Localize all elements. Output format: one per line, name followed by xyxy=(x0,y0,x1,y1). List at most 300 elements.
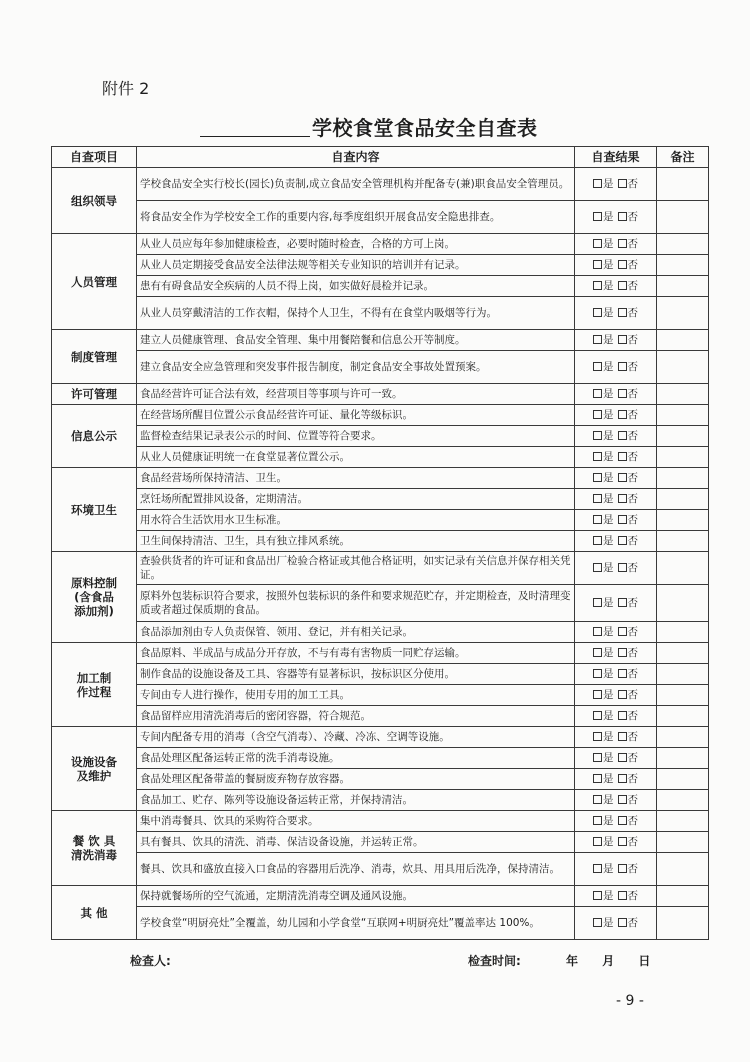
no-label: 否 xyxy=(627,280,638,292)
category-cell: 许可管理 xyxy=(52,384,137,405)
table-row xyxy=(52,706,709,727)
note-cell[interactable] xyxy=(657,405,709,426)
note-cell[interactable] xyxy=(657,468,709,489)
content-cell: 患有有碍食品安全疾病的人员不得上岗，如实做好晨检并记录。 xyxy=(137,276,575,297)
checkbox-icon[interactable] xyxy=(618,864,627,873)
result-cell xyxy=(575,552,657,585)
no-option[interactable] xyxy=(618,361,639,373)
no-label: 否 xyxy=(627,238,638,250)
table-row xyxy=(52,907,709,940)
note-cell[interactable] xyxy=(657,706,709,727)
no-option[interactable] xyxy=(618,451,639,463)
no-option[interactable] xyxy=(618,535,639,547)
note-cell[interactable] xyxy=(657,832,709,853)
no-option[interactable] xyxy=(618,238,639,250)
content-cell: 专间内配备专用的消毒（含空气消毒）、冷藏、冷冻、空调等设施。 xyxy=(137,727,575,748)
no-label: 否 xyxy=(627,409,638,421)
yes-label: 是 xyxy=(603,794,614,806)
content-cell: 食品原料、半成品与成品分开存放，不与有毒有害物质一同贮存运输。 xyxy=(137,643,575,664)
result-cell xyxy=(575,727,657,748)
yes-label: 是 xyxy=(603,493,614,505)
table-row xyxy=(52,531,709,552)
no-option[interactable] xyxy=(618,597,639,609)
month-label: 月 xyxy=(602,954,615,968)
no-label: 否 xyxy=(627,430,638,442)
category-cell: 餐 饮 具 清洗消毒 xyxy=(52,811,137,886)
yes-option[interactable] xyxy=(593,388,614,400)
table-row xyxy=(52,168,709,201)
yes-option[interactable] xyxy=(593,280,614,292)
yes-option[interactable] xyxy=(593,668,614,680)
checkbox-icon[interactable] xyxy=(618,389,627,398)
yes-label: 是 xyxy=(603,668,614,680)
result-cell xyxy=(575,510,657,531)
no-option[interactable] xyxy=(618,890,639,902)
no-option[interactable] xyxy=(618,388,639,400)
result-cell xyxy=(575,330,657,351)
yes-option[interactable] xyxy=(593,689,614,701)
content-cell: 保持就餐场所的空气流通，定期清洗消毒空调及通风设施。 xyxy=(137,886,575,907)
category-cell: 原料控制 (含食品 添加剂) xyxy=(52,552,137,643)
note-cell[interactable] xyxy=(657,552,709,585)
no-option[interactable] xyxy=(618,259,639,271)
no-option[interactable] xyxy=(618,689,639,701)
content-cell: 集中消毒餐具、饮具的采购符合要求。 xyxy=(137,811,575,832)
checkbox-icon[interactable] xyxy=(593,260,602,269)
table-row xyxy=(52,886,709,907)
no-label: 否 xyxy=(627,863,638,875)
table-row xyxy=(52,426,709,447)
note-cell[interactable] xyxy=(657,853,709,886)
no-label: 否 xyxy=(627,731,638,743)
result-cell xyxy=(575,706,657,727)
checkbox-icon[interactable] xyxy=(618,410,627,419)
content-cell: 监督检查结果记录表公示的时间、位置等符合要求。 xyxy=(137,426,575,447)
note-cell[interactable] xyxy=(657,255,709,276)
yes-label: 是 xyxy=(603,238,614,250)
checkbox-icon[interactable] xyxy=(618,281,627,290)
no-label: 否 xyxy=(627,334,638,346)
result-cell xyxy=(575,234,657,255)
content-cell: 具有餐具、饮具的清洗、消毒、保洁设备设施，并运转正常。 xyxy=(137,832,575,853)
yes-option[interactable] xyxy=(593,307,614,319)
yes-option[interactable] xyxy=(593,731,614,743)
checkbox-icon[interactable] xyxy=(593,837,602,846)
content-cell: 原料外包装标识符合要求，按照外包装标识的条件和要求规范贮存，并定期检查，及时清理变质或者超过保质期的食品。 xyxy=(137,585,575,622)
checkbox-icon[interactable] xyxy=(593,281,602,290)
checkbox-icon[interactable] xyxy=(618,239,627,248)
category-cell: 人员管理 xyxy=(52,234,137,330)
note-cell[interactable] xyxy=(657,886,709,907)
note-cell[interactable] xyxy=(657,489,709,510)
no-option[interactable] xyxy=(618,409,639,421)
no-option[interactable] xyxy=(618,430,639,442)
day-label: 日 xyxy=(638,954,651,968)
note-cell[interactable] xyxy=(657,384,709,405)
yes-option[interactable] xyxy=(593,836,614,848)
no-label: 否 xyxy=(627,493,638,505)
note-cell[interactable] xyxy=(657,748,709,769)
table-row xyxy=(52,405,709,426)
yes-option[interactable] xyxy=(593,815,614,827)
content-cell: 从业人员健康证明统一在食堂显著位置公示。 xyxy=(137,447,575,468)
result-cell xyxy=(575,832,657,853)
yes-label: 是 xyxy=(603,409,614,421)
content-cell: 烹饪场所配置排风设备，定期清洁。 xyxy=(137,489,575,510)
checkbox-icon[interactable] xyxy=(618,212,627,221)
content-cell: 建立食品安全应急管理和突发事件报告制度，制定食品安全事故处置预案。 xyxy=(137,351,575,384)
checkbox-icon[interactable] xyxy=(593,598,602,607)
content-cell: 食品经营场所保持清洁、卫生。 xyxy=(137,468,575,489)
yes-option[interactable] xyxy=(593,451,614,463)
yes-option[interactable] xyxy=(593,238,614,250)
note-cell[interactable] xyxy=(657,234,709,255)
attachment-label: 附件 2 xyxy=(102,79,150,98)
checkbox-icon[interactable] xyxy=(618,774,627,783)
yes-option[interactable] xyxy=(593,409,614,421)
note-cell[interactable] xyxy=(657,907,709,940)
checkbox-icon[interactable] xyxy=(593,473,602,482)
checkbox-icon[interactable] xyxy=(593,452,602,461)
table-row xyxy=(52,643,709,664)
no-option[interactable] xyxy=(618,815,639,827)
no-option[interactable] xyxy=(618,668,639,680)
checkbox-icon[interactable] xyxy=(593,627,602,636)
content-cell: 查验供货者的许可证和食品出厂检验合格证或其他合格证明，如实记录有关信息并保存相关凭证。 xyxy=(137,552,575,585)
yes-label: 是 xyxy=(603,626,614,638)
checkbox-icon[interactable] xyxy=(618,473,627,482)
checkbox-icon[interactable] xyxy=(593,816,602,825)
content-cell: 食品处理区配备运转正常的洗手消毒设施。 xyxy=(137,748,575,769)
page-number: - 9 - xyxy=(616,993,644,1009)
yes-option[interactable] xyxy=(593,178,614,190)
note-cell[interactable] xyxy=(657,447,709,468)
checkbox-icon[interactable] xyxy=(593,389,602,398)
yes-option[interactable] xyxy=(593,647,614,659)
content-cell: 学校食堂“明厨亮灶”全覆盖，幼儿园和小学食堂“互联网+明厨亮灶”覆盖率达 100%。 xyxy=(137,907,575,940)
table-row xyxy=(52,552,709,585)
checkbox-icon[interactable] xyxy=(618,669,627,678)
checkbox-icon[interactable] xyxy=(618,918,627,927)
yes-option[interactable] xyxy=(593,211,614,223)
no-option[interactable] xyxy=(618,863,639,875)
note-cell[interactable] xyxy=(657,769,709,790)
checkbox-icon[interactable] xyxy=(618,648,627,657)
checkbox-icon[interactable] xyxy=(593,711,602,720)
yes-option[interactable] xyxy=(593,514,614,526)
checkbox-icon[interactable] xyxy=(593,536,602,545)
yes-label: 是 xyxy=(603,451,614,463)
no-label: 否 xyxy=(627,794,638,806)
note-cell[interactable] xyxy=(657,622,709,643)
result-cell xyxy=(575,351,657,384)
content-cell: 食品处理区配备带盖的餐厨废弃物存放容器。 xyxy=(137,769,575,790)
checkbox-icon[interactable] xyxy=(593,891,602,900)
checkbox-icon[interactable] xyxy=(593,774,602,783)
checkbox-icon[interactable] xyxy=(593,335,602,344)
table-row xyxy=(52,790,709,811)
note-cell[interactable] xyxy=(657,426,709,447)
note-cell[interactable] xyxy=(657,811,709,832)
checkbox-icon[interactable] xyxy=(618,753,627,762)
title-blank-line xyxy=(200,136,310,137)
no-option[interactable] xyxy=(618,280,639,292)
no-label: 否 xyxy=(627,211,638,223)
no-label: 否 xyxy=(627,836,638,848)
yes-label: 是 xyxy=(603,211,614,223)
content-cell: 从业人员应每年参加健康检查，必要时随时检查，合格的方可上岗。 xyxy=(137,234,575,255)
no-option[interactable] xyxy=(618,178,639,190)
no-label: 否 xyxy=(627,626,638,638)
table-header-row xyxy=(52,147,709,168)
checkbox-icon[interactable] xyxy=(593,918,602,927)
table-row xyxy=(52,510,709,531)
yes-label: 是 xyxy=(603,815,614,827)
inspection-time-label: 检查时间: xyxy=(468,954,521,968)
no-label: 否 xyxy=(627,361,638,373)
table-row xyxy=(52,748,709,769)
no-option[interactable] xyxy=(618,334,639,346)
result-cell xyxy=(575,853,657,886)
result-cell xyxy=(575,276,657,297)
no-label: 否 xyxy=(627,562,638,574)
result-cell xyxy=(575,811,657,832)
content-cell: 从业人员定期接受食品安全法律法规等相关专业知识的培训并有记录。 xyxy=(137,255,575,276)
result-cell xyxy=(575,405,657,426)
checkbox-icon[interactable] xyxy=(618,891,627,900)
result-cell xyxy=(575,489,657,510)
note-cell[interactable] xyxy=(657,664,709,685)
checkbox-icon[interactable] xyxy=(618,260,627,269)
no-label: 否 xyxy=(627,710,638,722)
checkbox-icon[interactable] xyxy=(593,410,602,419)
no-label: 否 xyxy=(627,773,638,785)
checkbox-icon[interactable] xyxy=(618,627,627,636)
content-cell: 学校食品安全实行校长(园长)负责制,成立食品安全管理机构并配备专(兼)职食品安全管理员。 xyxy=(137,168,575,201)
content-cell: 食品经营许可证合法有效，经营项目等事项与许可一致。 xyxy=(137,384,575,405)
yes-option[interactable] xyxy=(593,626,614,638)
table-row xyxy=(52,489,709,510)
checkbox-icon[interactable] xyxy=(593,690,602,699)
note-cell[interactable] xyxy=(657,531,709,552)
no-option[interactable] xyxy=(618,731,639,743)
no-option[interactable] xyxy=(618,752,639,764)
year-label: 年 xyxy=(566,954,579,968)
checkbox-icon[interactable] xyxy=(618,452,627,461)
table-row xyxy=(52,468,709,489)
checkbox-icon[interactable] xyxy=(618,308,627,317)
checkbox-icon[interactable] xyxy=(593,239,602,248)
yes-option[interactable] xyxy=(593,710,614,722)
table-row xyxy=(52,297,709,330)
result-cell xyxy=(575,769,657,790)
no-label: 否 xyxy=(627,535,638,547)
table-row xyxy=(52,769,709,790)
checkbox-icon[interactable] xyxy=(593,669,602,678)
yes-option[interactable] xyxy=(593,562,614,574)
note-cell[interactable] xyxy=(657,643,709,664)
checkbox-icon[interactable] xyxy=(618,795,627,804)
note-cell[interactable] xyxy=(657,790,709,811)
table-row xyxy=(52,447,709,468)
no-option[interactable] xyxy=(618,472,639,484)
checkbox-icon[interactable] xyxy=(618,732,627,741)
table-body xyxy=(52,168,709,940)
yes-label: 是 xyxy=(603,535,614,547)
no-label: 否 xyxy=(627,259,638,271)
note-cell[interactable] xyxy=(657,510,709,531)
yes-option[interactable] xyxy=(593,259,614,271)
checkbox-icon[interactable] xyxy=(593,179,602,188)
checkbox-icon[interactable] xyxy=(618,431,627,440)
page-title: 学校食堂食品安全自查表 xyxy=(312,116,538,140)
checkbox-icon[interactable] xyxy=(618,690,627,699)
checkbox-icon[interactable] xyxy=(593,431,602,440)
no-label: 否 xyxy=(627,388,638,400)
no-option[interactable] xyxy=(618,211,639,223)
header-result: 自查结果 xyxy=(575,147,657,168)
checkbox-icon[interactable] xyxy=(593,515,602,524)
checkbox-icon[interactable] xyxy=(618,816,627,825)
yes-label: 是 xyxy=(603,647,614,659)
no-label: 否 xyxy=(627,451,638,463)
yes-label: 是 xyxy=(603,430,614,442)
no-option[interactable] xyxy=(618,562,639,574)
content-cell: 餐具、饮具和盛放直接入口食品的容器用后洗净、消毒，炊具、用具用后洗净，保持清洁。 xyxy=(137,853,575,886)
checkbox-icon[interactable] xyxy=(593,494,602,503)
checkbox-icon[interactable] xyxy=(593,212,602,221)
no-label: 否 xyxy=(627,307,638,319)
result-cell xyxy=(575,426,657,447)
yes-option[interactable] xyxy=(593,493,614,505)
yes-option[interactable] xyxy=(593,917,614,929)
yes-label: 是 xyxy=(603,334,614,346)
checkbox-icon[interactable] xyxy=(618,362,627,371)
header-note: 备注 xyxy=(657,147,709,168)
category-cell: 信息公示 xyxy=(52,405,137,468)
no-label: 否 xyxy=(627,472,638,484)
checkbox-icon[interactable] xyxy=(618,494,627,503)
content-cell: 食品留样应用清洗消毒后的密闭容器，符合规范。 xyxy=(137,706,575,727)
content-cell: 专间由专人进行操作，使用专用的加工工具。 xyxy=(137,685,575,706)
checkbox-icon[interactable] xyxy=(618,563,627,572)
yes-option[interactable] xyxy=(593,430,614,442)
yes-option[interactable] xyxy=(593,361,614,373)
note-cell[interactable] xyxy=(657,201,709,234)
yes-label: 是 xyxy=(603,710,614,722)
content-cell: 将食品安全作为学校安全工作的重要内容,每季度组织开展食品安全隐患排查。 xyxy=(137,201,575,234)
yes-label: 是 xyxy=(603,562,614,574)
checkbox-icon[interactable] xyxy=(593,362,602,371)
table-row xyxy=(52,664,709,685)
no-option[interactable] xyxy=(618,647,639,659)
note-cell[interactable] xyxy=(657,727,709,748)
no-option[interactable] xyxy=(618,917,639,929)
yes-option[interactable] xyxy=(593,890,614,902)
category-cell: 设施设备 及维护 xyxy=(52,727,137,811)
result-cell xyxy=(575,447,657,468)
table-row xyxy=(52,853,709,886)
result-cell xyxy=(575,907,657,940)
yes-option[interactable] xyxy=(593,752,614,764)
yes-option[interactable] xyxy=(593,535,614,547)
yes-label: 是 xyxy=(603,597,614,609)
yes-label: 是 xyxy=(603,752,614,764)
no-option[interactable] xyxy=(618,307,639,319)
content-cell: 从业人员穿戴清洁的工作衣帽，保持个人卫生，不得有在食堂内吸烟等行为。 xyxy=(137,297,575,330)
table-row xyxy=(52,622,709,643)
checkbox-icon[interactable] xyxy=(618,536,627,545)
checkbox-icon[interactable] xyxy=(593,732,602,741)
yes-label: 是 xyxy=(603,836,614,848)
note-cell[interactable] xyxy=(657,351,709,384)
yes-option[interactable] xyxy=(593,334,614,346)
table-row xyxy=(52,255,709,276)
table-row xyxy=(52,685,709,706)
no-label: 否 xyxy=(627,815,638,827)
no-option[interactable] xyxy=(618,514,639,526)
result-cell xyxy=(575,685,657,706)
note-cell[interactable] xyxy=(657,330,709,351)
note-cell[interactable] xyxy=(657,585,709,622)
checkbox-icon[interactable] xyxy=(618,335,627,344)
checkbox-icon[interactable] xyxy=(593,753,602,762)
title-row xyxy=(200,112,600,142)
category-cell: 环境卫生 xyxy=(52,468,137,552)
note-cell[interactable] xyxy=(657,297,709,330)
no-option[interactable] xyxy=(618,710,639,722)
yes-label: 是 xyxy=(603,773,614,785)
content-cell: 建立人员健康管理、食品安全管理、集中用餐陪餐和信息公开等制度。 xyxy=(137,330,575,351)
checkbox-icon[interactable] xyxy=(618,598,627,607)
no-label: 否 xyxy=(627,647,638,659)
result-cell xyxy=(575,531,657,552)
no-option[interactable] xyxy=(618,836,639,848)
yes-option[interactable] xyxy=(593,794,614,806)
checkbox-icon[interactable] xyxy=(618,711,627,720)
note-cell[interactable] xyxy=(657,276,709,297)
result-cell xyxy=(575,643,657,664)
result-cell xyxy=(575,585,657,622)
yes-option[interactable] xyxy=(593,472,614,484)
yes-label: 是 xyxy=(603,178,614,190)
no-option[interactable] xyxy=(618,773,639,785)
checkbox-icon[interactable] xyxy=(593,308,602,317)
no-option[interactable] xyxy=(618,493,639,505)
no-option[interactable] xyxy=(618,794,639,806)
checkbox-icon[interactable] xyxy=(593,795,602,804)
content-cell: 制作食品的设施设备及工具、容器等有显著标识，按标识区分使用。 xyxy=(137,664,575,685)
checkbox-icon[interactable] xyxy=(593,563,602,572)
yes-option[interactable] xyxy=(593,863,614,875)
yes-option[interactable] xyxy=(593,773,614,785)
checkbox-icon[interactable] xyxy=(618,515,627,524)
note-cell[interactable] xyxy=(657,685,709,706)
checkbox-icon[interactable] xyxy=(618,837,627,846)
table-row xyxy=(52,727,709,748)
no-option[interactable] xyxy=(618,626,639,638)
checkbox-icon[interactable] xyxy=(593,864,602,873)
table-row xyxy=(52,832,709,853)
note-cell[interactable] xyxy=(657,168,709,201)
yes-label: 是 xyxy=(603,361,614,373)
no-label: 否 xyxy=(627,514,638,526)
checkbox-icon[interactable] xyxy=(593,648,602,657)
yes-option[interactable] xyxy=(593,597,614,609)
category-cell: 其 他 xyxy=(52,886,137,940)
result-cell xyxy=(575,201,657,234)
checkbox-icon[interactable] xyxy=(618,179,627,188)
